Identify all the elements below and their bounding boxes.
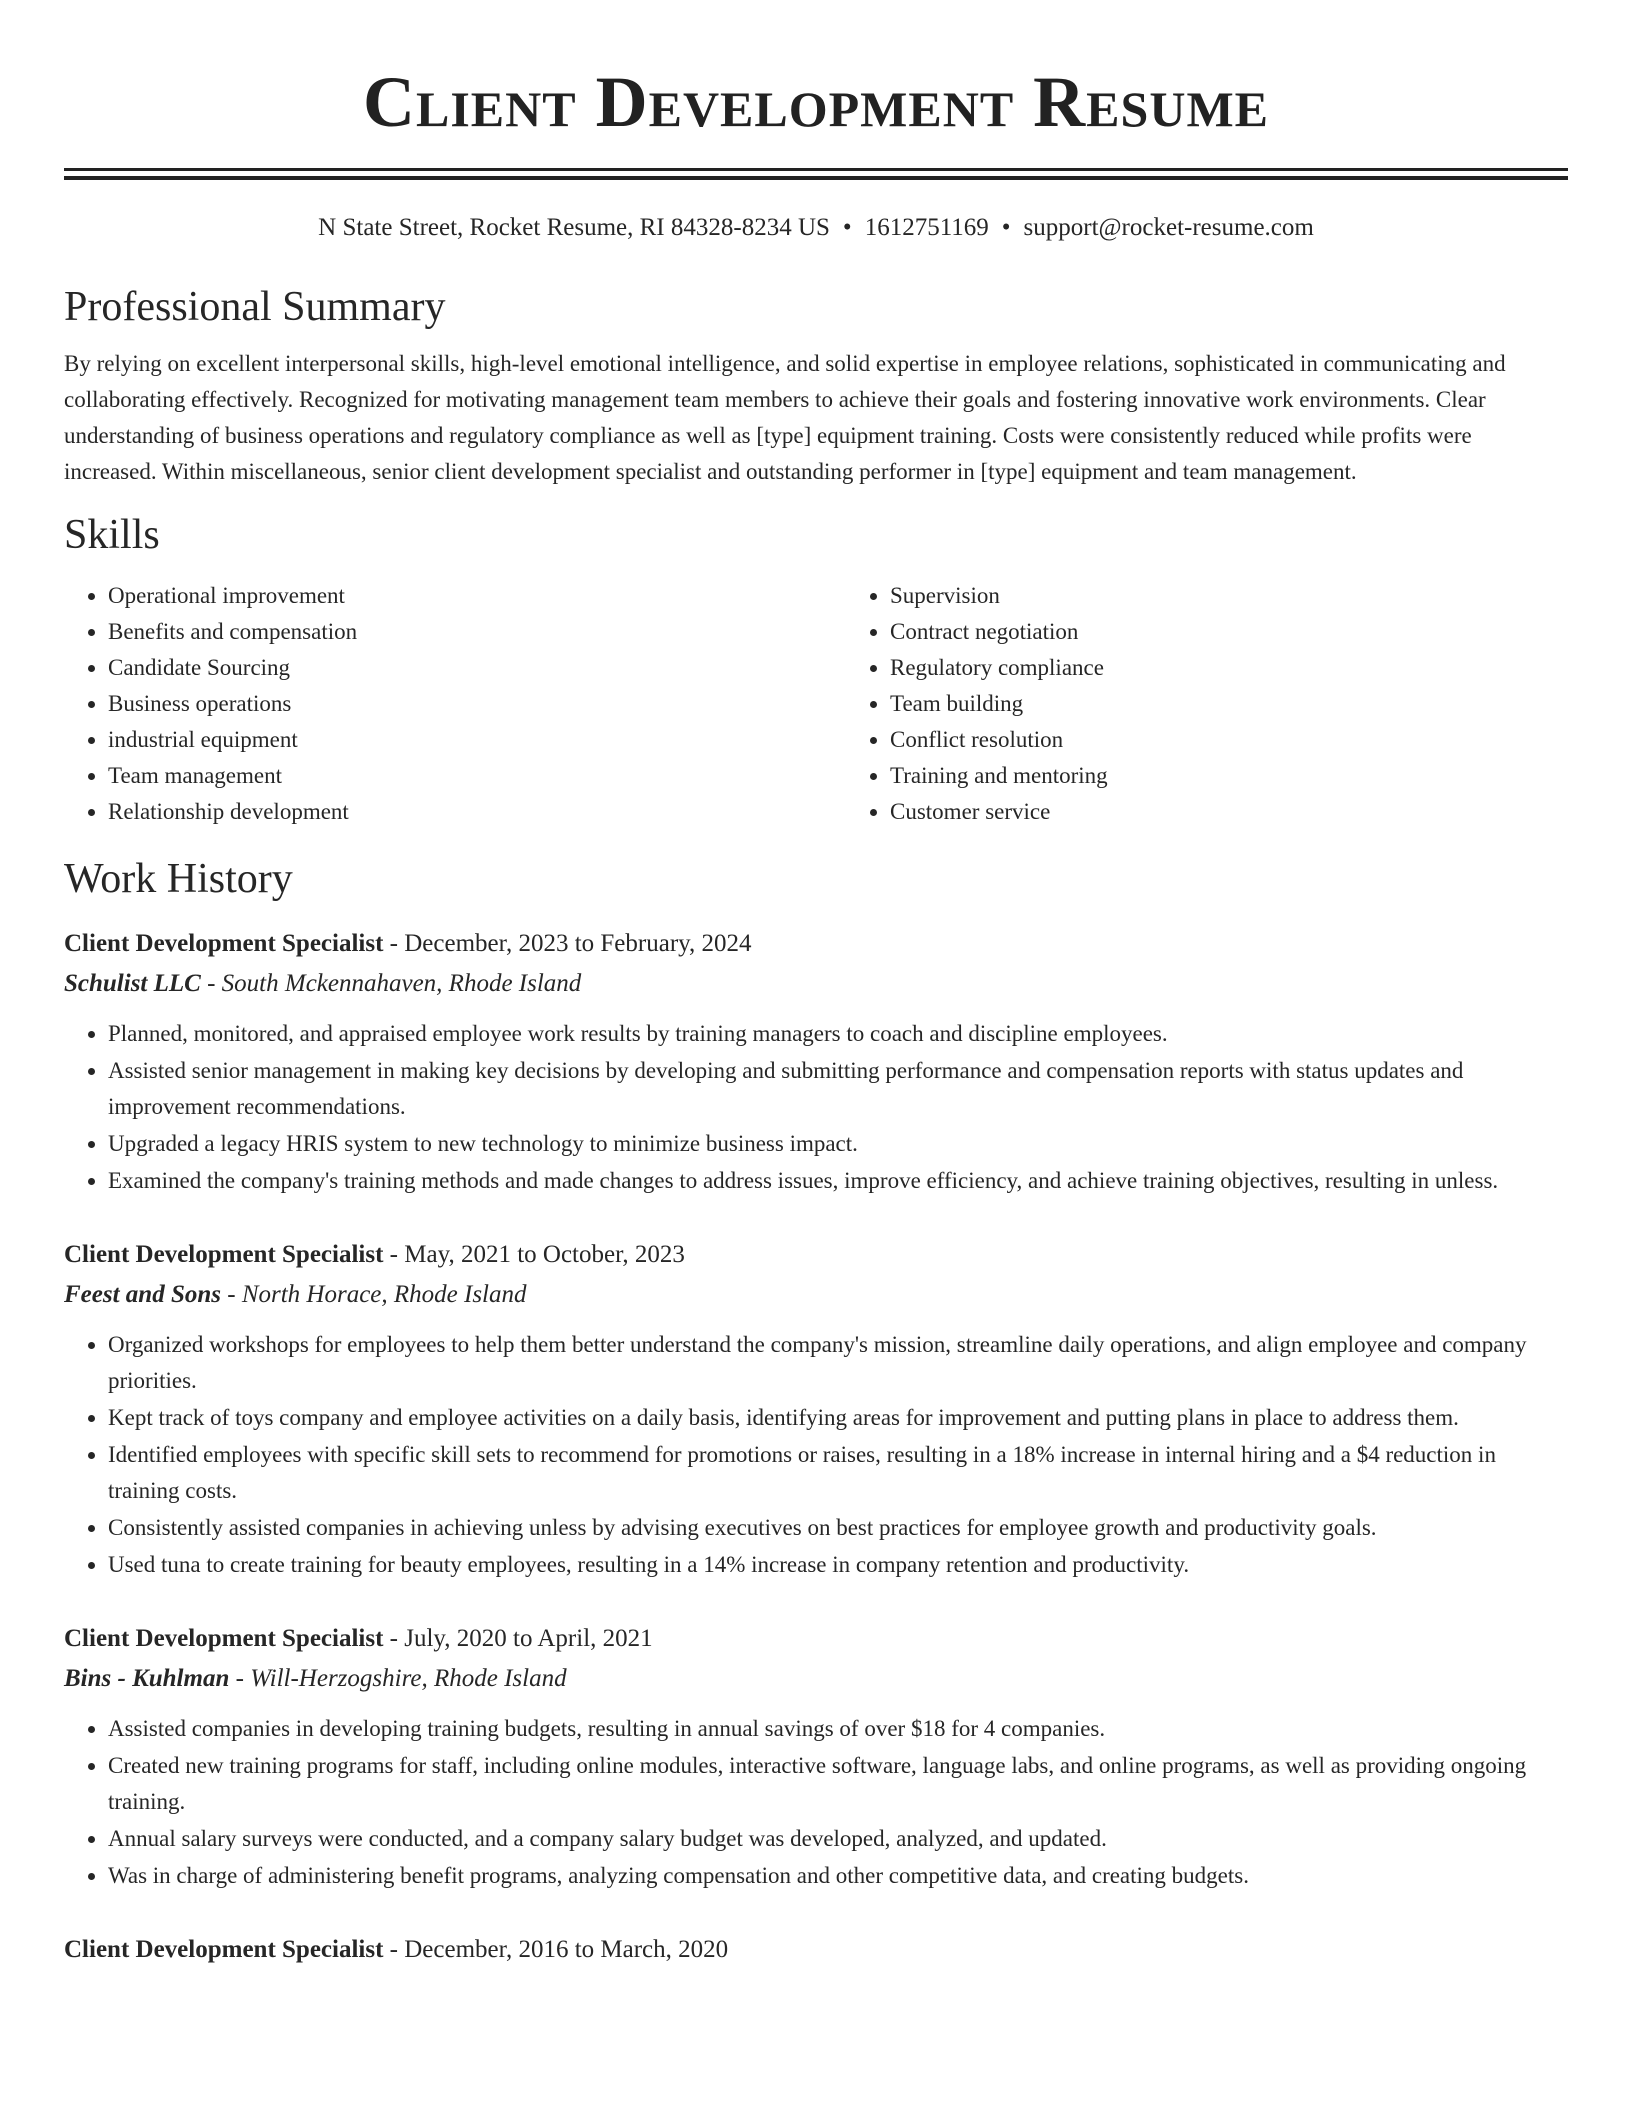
contact-separator: • [1001,214,1011,241]
company-line [64,1275,1568,1315]
company-name: Feest and Sons [64,1281,221,1308]
job-entry [64,924,1568,1199]
job-bullets [64,1711,1568,1894]
job-bullet: • Identified employees with specific skill sets to recommend for promotions or raises, resulting in a 18% increase in internal hiring and a $4 reduction in training costs. [108,1437,1568,1509]
job-bullet: • Planned, monitored, and appraised employee work results by training managers to coach and discipline employees. [108,1016,1568,1052]
skills-heading: Skills [64,512,160,558]
summary-text: By relying on excellent interpersonal skills, high-level emotional intelligence, and solid expertise in employee relations, sophisticated in communicating and collaborating effectively. Recognized for motivating management team members to achieve their goals and fostering innovative work environments. Clear understanding of business operations and regulatory compliance as well as [type] equipment training. Costs were consistently reduced while profits were increased. Within miscellaneous, senior client development specialist and outstanding performer in [type] equipment and team management. [64,351,1506,484]
company-name: Bins - Kuhlman [64,1665,230,1692]
skill-item: • industrial equipment [108,722,786,758]
contact-separator: • [842,214,852,241]
job-title-line [64,924,1568,964]
job-title: Client Development Specialist [64,1241,384,1268]
skills-list-right [846,578,1568,830]
company-location: South Mckennahaven, Rhode Island [221,970,582,997]
dash: - [383,1241,405,1268]
skill-item: • Customer service [890,794,1568,830]
job-bullets [64,1327,1568,1583]
skill-item: • Contract negotiation [890,614,1568,650]
job-entry [64,1930,1568,1970]
job-bullet: • Organized workshops for employees to help them better understand the company's mission, streamline daily operations, and align employee and company priorities. [108,1327,1568,1399]
skill-item: • Business operations [108,686,786,722]
skill-item: • Regulatory compliance [890,650,1568,686]
contact-phone: 1612751169 [864,214,989,241]
skill-item: • Candidate Sourcing [108,650,786,686]
skill-item: • Operational improvement [108,578,786,614]
job-title-line [64,1619,1568,1659]
job-title: Client Development Specialist [64,1936,384,1963]
job-bullet: • Upgraded a legacy HRIS system to new technology to minimize business impact. [108,1126,1568,1162]
contact-email: support@rocket-resume.com [1023,214,1314,241]
job-entry [64,1619,1568,1894]
dash: - [383,930,405,957]
job-dates: December, 2016 to March, 2020 [404,1936,729,1963]
resume-page [64,0,1568,1970]
skill-item: • Team building [890,686,1568,722]
skill-item: • Relationship development [108,794,786,830]
skills-list-left [64,578,786,830]
company-location: Will-Herzogshire, Rhode Island [250,1665,567,1692]
dash: - [383,1625,405,1652]
contact-line [64,212,1568,244]
job-bullet: • Assisted companies in developing training budgets, resulting in annual savings of over $18 for 4 companies. [108,1711,1568,1747]
skill-item: • Training and mentoring [890,758,1568,794]
job-bullet: • Consistently assisted companies in achieving unless by advising executives on best practices for employee growth and productivity goals. [108,1510,1568,1546]
skill-item: • Conflict resolution [890,722,1568,758]
job-bullets [64,1016,1568,1199]
job-bullet: • Kept track of toys company and employee activities on a daily basis, identifying areas for improvement and putting plans in place to address them. [108,1400,1568,1436]
company-name: Schulist LLC [64,970,201,997]
dash: - [220,1281,242,1308]
dash: - [229,1665,251,1692]
job-bullet: • Examined the company's training methods and made changes to address issues, improve efficiency, and achieve training objectives, resulting in unless. [108,1163,1568,1199]
title-double-rule [64,168,1568,180]
job-bullet: • Assisted senior management in making key decisions by developing and submitting performance and compensation reports with status updates and improvement recommendations. [108,1053,1568,1125]
job-bullet: • Was in charge of administering benefit programs, analyzing compensation and other competitive data, and creating budgets. [108,1858,1568,1894]
company-line [64,1659,1568,1699]
work-history-heading: Work History [64,856,293,902]
contact-address: N State Street, Rocket Resume, RI 84328-8234 US [318,214,830,241]
skill-item: • Team management [108,758,786,794]
company-line [64,964,1568,1004]
job-dates: July, 2020 to April, 2021 [404,1625,653,1652]
summary-heading: Professional Summary [64,284,446,330]
skill-item: • Benefits and compensation [108,614,786,650]
job-title: Client Development Specialist [64,1625,384,1652]
job-dates: December, 2023 to February, 2024 [404,930,752,957]
dash: - [200,970,222,997]
job-title: Client Development Specialist [64,930,384,957]
job-title-line [64,1930,1568,1970]
company-location: North Horace, Rhode Island [241,1281,527,1308]
skill-item: • Supervision [890,578,1568,614]
job-entry [64,1235,1568,1583]
job-bullet: • Annual salary surveys were conducted, and a company salary budget was developed, analyzed, and updated. [108,1821,1568,1857]
job-bullet: • Created new training programs for staff, including online modules, interactive software, language labs, and online programs, as well as providing ongoing training. [108,1748,1568,1820]
job-title-line [64,1235,1568,1275]
job-dates: May, 2021 to October, 2023 [404,1241,685,1268]
job-bullet: • Used tuna to create training for beauty employees, resulting in a 14% increase in company retention and productivity. [108,1547,1568,1583]
skills-columns [64,578,1568,830]
dash: - [383,1936,405,1963]
resume-title: Client Development Resume [362,62,1269,142]
